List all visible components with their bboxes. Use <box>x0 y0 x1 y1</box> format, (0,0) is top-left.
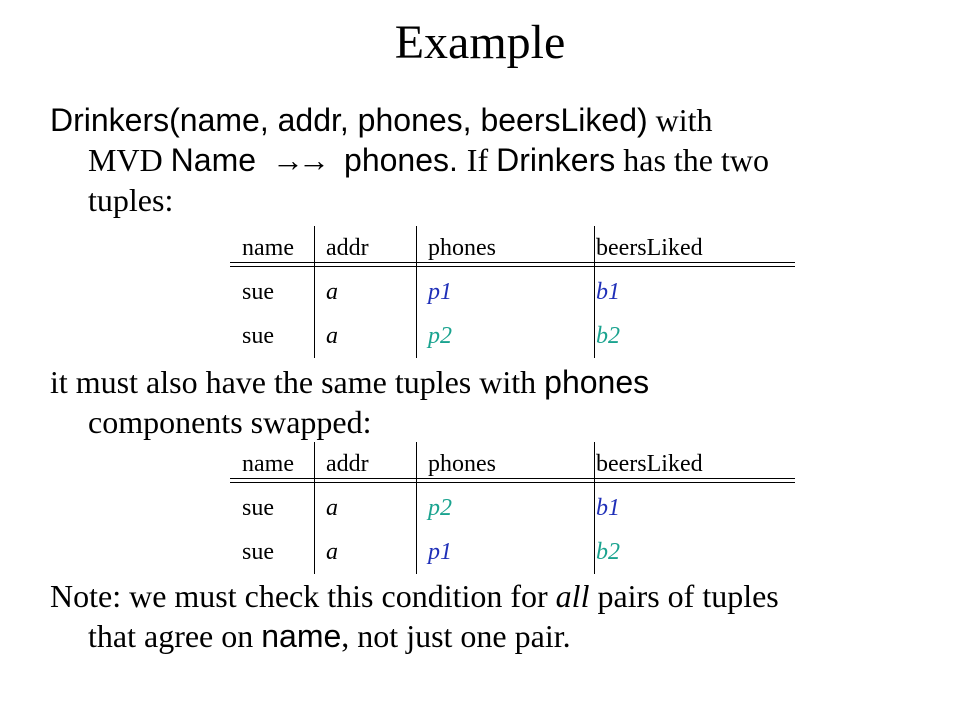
intro-paragraph <box>50 100 880 220</box>
note-line-2 <box>50 616 880 656</box>
intro-line-2 <box>50 140 880 180</box>
cell-name: sue <box>242 323 274 349</box>
column-divider <box>314 226 315 358</box>
tuples-table-swapped <box>230 442 795 574</box>
middle-line-2: components swapped: <box>88 404 372 440</box>
intro-has-two: has the two <box>615 142 769 178</box>
note-paragraph <box>50 576 880 656</box>
column-divider <box>416 442 417 574</box>
cell-addr: a <box>326 495 338 521</box>
cell-addr: a <box>326 323 338 349</box>
header-beersliked: beersLiked <box>596 235 703 261</box>
column-divider <box>314 442 315 574</box>
note-text: that agree on <box>88 618 262 654</box>
period: . <box>449 142 467 178</box>
header-addr: addr <box>326 235 369 261</box>
note-text: pairs of tuples <box>589 578 779 614</box>
column-divider <box>416 226 417 358</box>
cell-addr: a <box>326 539 338 565</box>
header-addr: addr <box>326 451 369 477</box>
cell-name: sue <box>242 279 274 305</box>
column-divider <box>594 442 595 574</box>
cell-phones: p1 <box>428 539 452 565</box>
tuples-table-original <box>230 226 795 358</box>
note-line-1 <box>50 576 880 616</box>
attribute-phones: phones <box>544 364 650 400</box>
middle-paragraph <box>50 362 880 442</box>
relation-name: Drinkers <box>496 142 616 178</box>
header-phones: phones <box>428 451 496 477</box>
cell-name: sue <box>242 539 274 565</box>
header-name: name <box>242 451 294 477</box>
cell-beersliked: b1 <box>596 279 620 305</box>
note-text: Note: we must check this condition for <box>50 578 556 614</box>
middle-line-1 <box>50 362 880 402</box>
cell-beersliked: b2 <box>596 539 620 565</box>
header-phones: phones <box>428 235 496 261</box>
column-divider <box>594 226 595 358</box>
cell-phones: p2 <box>428 495 452 521</box>
cell-phones: p1 <box>428 279 452 305</box>
header-beersliked: beersLiked <box>596 451 703 477</box>
cell-beersliked: b1 <box>596 495 620 521</box>
mvd-label: MVD <box>88 142 171 178</box>
slide-title: Example <box>394 16 566 69</box>
cell-addr: a <box>326 279 338 305</box>
cell-phones: p2 <box>428 323 452 349</box>
relation-schema: Drinkers(name, addr, phones, beersLiked) <box>50 102 648 138</box>
note-text: , not just one pair. <box>341 618 571 654</box>
cell-beersliked: b2 <box>596 323 620 349</box>
intro-with: with <box>647 102 713 138</box>
header-name: name <box>242 235 294 261</box>
intro-line-3: tuples: <box>88 182 174 218</box>
double-arrow-icon: →→ <box>272 142 325 178</box>
middle-text: it must also have the same tuples with <box>50 364 545 400</box>
mvd-rhs: phones <box>344 142 450 178</box>
note-emphasis: all <box>555 578 590 614</box>
intro-if: If <box>466 142 497 178</box>
cell-name: sue <box>242 495 274 521</box>
attribute-name: name <box>261 618 342 654</box>
mvd-lhs: Name <box>170 142 257 178</box>
intro-line-1 <box>50 100 880 140</box>
